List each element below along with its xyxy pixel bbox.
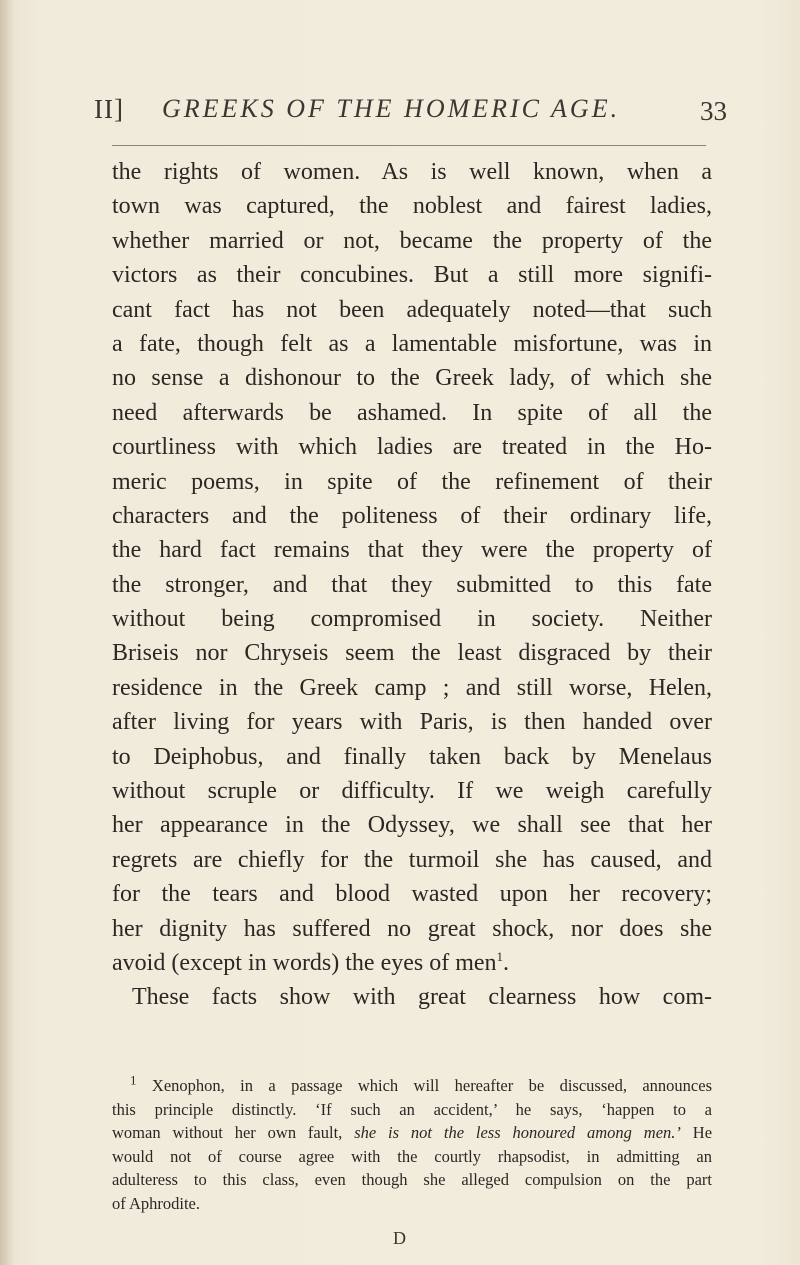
footnote-line: of Aphrodite. (112, 1193, 200, 1213)
body-line: courtliness with which ladies are treated in the Ho- (112, 434, 712, 461)
header-rule (112, 145, 706, 146)
footnote-line (112, 1121, 712, 1145)
footnote-reference[interactable]: 1 (496, 948, 504, 964)
body-line: her appearance in the Odyssey, we shall see that her (112, 812, 712, 839)
body-line: residence in the Greek camp ; and still worse, Helen, (112, 674, 712, 701)
body-line: regrets are chiefly for the turmoil she has caused, and (112, 846, 712, 873)
body-line: need afterwards be ashamed. In spite of all the (112, 399, 712, 426)
running-title: GREEKS OF THE HOMERIC AGE. (162, 94, 621, 123)
footnote-text: He (692, 1123, 713, 1142)
footnote-line: this principle distinctly. ‘If such an accident,’ he says, ‘happen to a (112, 1099, 712, 1119)
footnote-line: adulteress to this class, even though she alleged compulsion on the part (112, 1170, 712, 1189)
body-line: Briseis nor Chryseis seem the least disgraced by their (112, 640, 712, 667)
footnote-text: Xenophon, in a passage which will hereafter be discussed, announces (151, 1076, 713, 1095)
footnote-line: would not of course agree with the courtly rhapsodist, in admitting an (112, 1146, 712, 1166)
body-line: to Deiphobus, and finally taken back by Menelaus (112, 743, 712, 770)
body-line: characters and the politeness of their ordinary life, (112, 502, 712, 529)
body-line: victors as their concubines. But a still more signifi- (112, 262, 712, 289)
chapter-number: II] (94, 94, 124, 124)
footnote-line (112, 1074, 712, 1098)
body-line: no sense a dishonour to the Greek lady, of which she (112, 365, 712, 392)
body-line: the hard fact remains that they were the property of (112, 537, 712, 564)
gutter-shadow (0, 0, 14, 1265)
body-line: town was captured, the noblest and fairest ladies, (112, 193, 712, 220)
body-text (112, 155, 712, 1015)
body-line: a fate, though felt as a lamentable misfortune, was in (112, 330, 712, 357)
body-line: the stronger, and that they submitted to this fate (112, 571, 712, 598)
body-line: her dignity has suffered no great shock, nor does she (112, 915, 712, 942)
footnote-block (112, 1074, 712, 1215)
signature-mark: D (393, 1228, 406, 1248)
line-end-period: . (503, 949, 510, 976)
footnote-italic-quote: she is not the less honoured among men.’ (354, 1123, 681, 1142)
body-line: without scruple or difficulty. If we weigh carefully (112, 778, 712, 805)
body-line: These facts show with great clearness how com- (132, 984, 712, 1011)
page-number: 33 (700, 96, 727, 126)
running-head (0, 94, 800, 134)
body-line: without being compromised in society. Neither (112, 606, 712, 633)
body-line: after living for years with Paris, is then handed over (112, 709, 712, 736)
body-line: meric poems, in spite of the refinement of their (112, 468, 712, 495)
footnote-marker: 1 (130, 1072, 137, 1088)
body-line-text: avoid (except in words) the eyes of men (112, 949, 497, 976)
body-line: cant fact has not been adequately noted—that such (112, 296, 712, 323)
footnote-text: woman without her own fault, (112, 1123, 343, 1142)
body-line: the rights of women. As is well known, when a (112, 159, 712, 185)
body-line-with-footnote (112, 946, 712, 980)
body-line: whether married or not, became the property of the (112, 227, 712, 254)
body-line: for the tears and blood wasted upon her recovery; (112, 881, 712, 908)
